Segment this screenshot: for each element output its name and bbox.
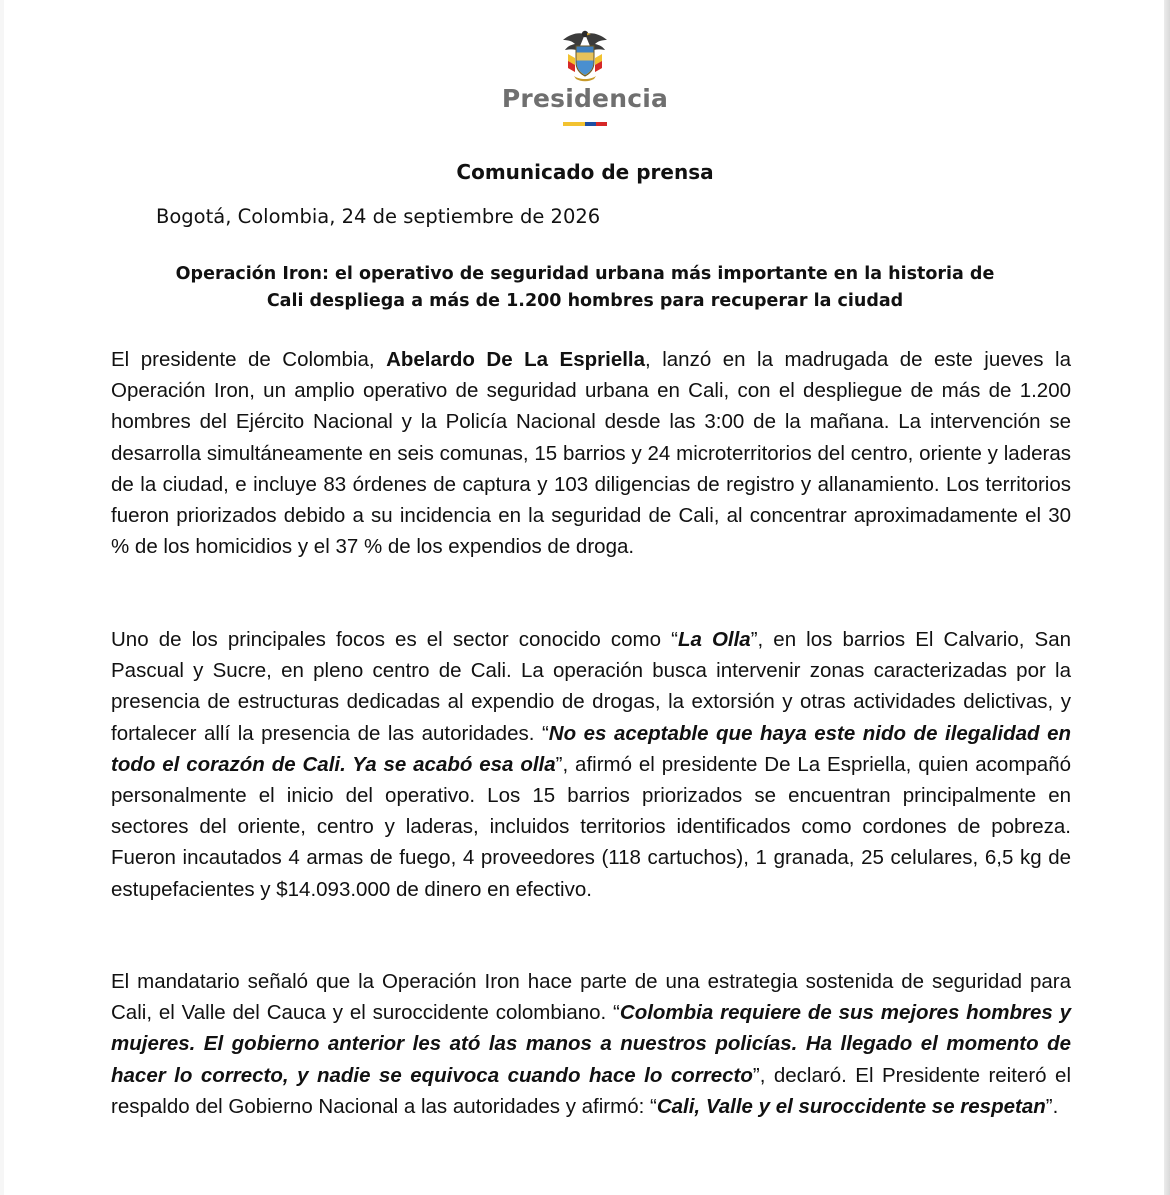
dateline: Bogotá, Colombia, 24 de septiembre de 2026 xyxy=(156,205,601,228)
paragraph-1-text-a: El presidente de Colombia, xyxy=(111,348,387,371)
paragraph-3 xyxy=(111,966,1071,1122)
headline-line-1: Operación Iron: el operativo de seguridad urbana más importante en la historia de xyxy=(175,264,995,284)
paragraph-3-text-b: ”, declaró. El Presidente reiteró el respaldo del Gobierno Nacional a las autoridades y afirmó: “ xyxy=(111,1063,1071,1118)
paragraph-2-quote: No es aceptable que haya este nido de ilegalidad en todo el corazón de Cali. Ya se acabó esa olla xyxy=(111,721,1071,776)
la-olla-term: La Olla xyxy=(677,628,751,651)
brand-name: Presidencia xyxy=(501,84,669,113)
paragraph-2 xyxy=(111,624,1071,905)
flag-red-stripe xyxy=(596,122,607,126)
headline-line-2: Cali despliega a más de 1.200 hombres para recuperar la ciudad xyxy=(266,291,904,311)
flag-blue-stripe xyxy=(585,122,596,126)
paragraph-1 xyxy=(111,344,1071,562)
press-headline xyxy=(100,261,1070,315)
paragraph-3-quote-1: Colombia requiere de sus mejores hombres y mujeres. El gobierno anterior les ató las manos a nuestros policías. Ha llegado el momento de hacer lo correcto, y nadie se equivoca cuando hace lo correcto xyxy=(111,1001,1071,1087)
paragraph-1-text-b: , lanzó en la madrugada de este jueves la Operación Iron, un amplio operativo de seguridad urbana en Cali, con el despliegue de más de 1.200 hombres del Ejército Nacional y la Policía Nacional desde las 3:00 de la mañana. La intervención se desarrolla simultáneamente en seis comunas, 15 barrios y 24 microterritorios del centro, oriente y laderas de la ciudad, e incluye 83 órdenes de captura y 103 diligencias de registro y allanamiento. Los territorios fueron priorizados debido a su incidencia en la seguridad de Cali, al concentrar aproximadamente el 30 % de los homicidios y el 37 % de los expendios de droga. xyxy=(111,348,1071,559)
document-type: Comunicado de prensa xyxy=(456,160,714,184)
paragraph-2-text-b: ”, en los barrios El Calvario, San Pascual y Sucre, en pleno centro de Cali. La operación busca intervenir zonas caracterizadas por la presencia de estructuras dedicadas al expendio de drogas, la extorsión y otras actividades delictivas, y fortalecer allí la presencia de las autoridades. “ xyxy=(111,628,1071,745)
flag-yellow-stripe xyxy=(563,122,585,126)
coat-of-arms-icon xyxy=(560,28,610,82)
president-name: Abelardo De La Espriella xyxy=(386,348,646,371)
paragraph-3-text-c: ”. xyxy=(1045,1094,1059,1118)
paragraph-3-quote-2: Cali, Valle y el suroccidente se respetan xyxy=(656,1094,1046,1118)
letterhead xyxy=(0,28,1170,126)
paragraph-3-text-a: El mandatario señaló que la Operación Iron hace parte de una estrategia sostenida de seguridad para Cali, el Valle del Cauca y el suroccidente colombiano. “ xyxy=(111,970,1071,1025)
flag-color-bar xyxy=(563,122,607,126)
paragraph-2-text-c: ”, afirmó el presidente De La Espriella, quien acompañó personalmente el inicio del operativo. Los 15 barrios priorizados se encuentran principalmente en sectores del oriente, centro y laderas, incluidos territorios identificados como cordones de pobreza. Fueron incautados 4 armas de fuego, 4 proveedores (118 cartuchos), 1 granada, 25 celulares, 6,5 kg de estupefacientes y $14.093.000 de dinero en efectivo. xyxy=(111,752,1071,901)
paragraph-2-text-a: Uno de los principales focos es el sector conocido como “ xyxy=(111,628,678,651)
